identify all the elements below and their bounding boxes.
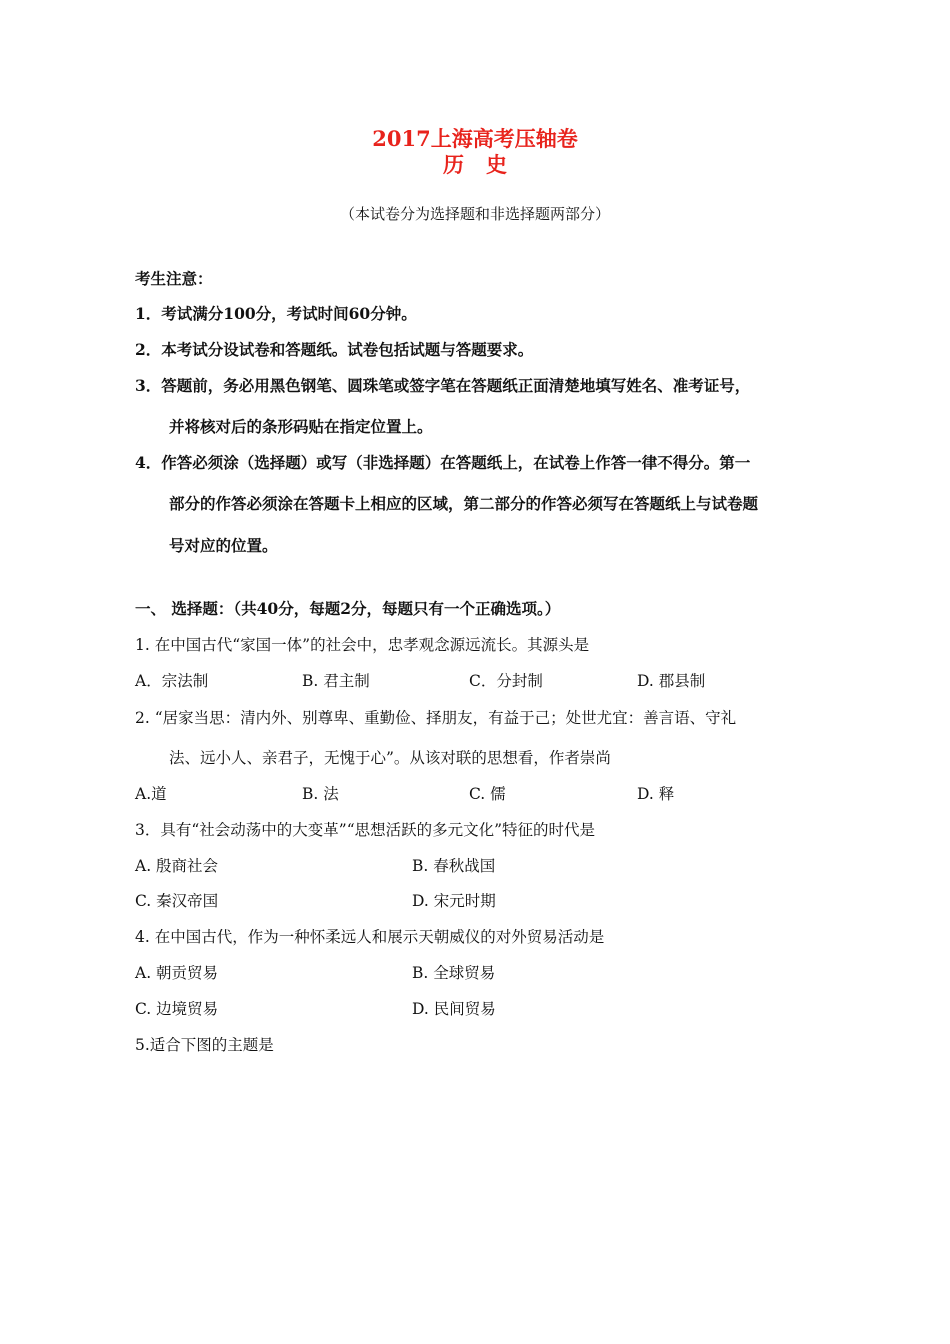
question-1-option-d: D. 郡县制 [637,672,706,690]
exam-subtitle: （本试卷分为选择题和非选择题两部分） [339,205,610,223]
question-4-option-a: A. 朝贡贸易 [135,964,219,982]
question-4-option-d: D. 民间贸易 [412,1000,496,1018]
notice-item-2: 2．本考试分设试卷和答题纸。试卷包括试题与答题要求。 [135,340,534,359]
question-1-option-a: A．宗法制 [135,672,209,690]
question-2-option-c: C. 儒 [469,785,506,803]
exam-subject: 历史 [443,152,529,177]
question-2-option-b: B. 法 [302,785,339,803]
notice-heading: 考生注意： [135,269,213,288]
question-1-stem: 1. 在中国古代“家国一体”的社会中，忠孝观念源远流长。其源头是 [135,636,590,654]
question-2-stem-cont: 法、远小人、亲君子，无愧于心”。从该对联的思想看，作者崇尚 [169,749,611,767]
question-3-option-a: A. 殷商社会 [135,857,219,875]
question-3-stem: 3．具有“社会动荡中的大变革”“思想活跃的多元文化”特征的时代是 [135,821,596,839]
notice-item-1: 1．考试满分100分，考试时间60分钟。 [135,304,417,323]
question-1-option-c: C．分封制 [469,672,543,690]
section-heading: 一、 选择题：（共40分，每题2分，每题只有一个正确选项。） [135,599,561,618]
notice-item-3: 3．答题前，务必用黑色钢笔、圆珠笔或签字笔在答题纸正面清楚地填写姓名、准考证号， [135,376,751,395]
question-2-stem: 2. “居家当思：清内外、别尊卑、重勤俭、择朋友，有益于己；处世尤宜：善言语、守礼 [135,709,737,727]
question-4-stem: 4. 在中国古代，作为一种怀柔远人和展示天朝威仪的对外贸易活动是 [135,928,605,946]
question-4-option-b: B. 全球贸易 [412,964,496,982]
notice-item-4-cont-1: 部分的作答必须涂在答题卡上相应的区域，第二部分的作答必须写在答题纸上与试卷题 [169,494,759,513]
question-3-option-c: C. 秦汉帝国 [135,892,219,910]
question-2-option-a: A.道 [135,785,167,803]
question-1-option-b: B. 君主制 [302,672,370,690]
question-4-option-c: C. 边境贸易 [135,1000,219,1018]
exam-title: 2017上海高考压轴卷 [372,126,578,151]
question-3-option-b: B. 春秋战国 [412,857,496,875]
question-3-option-d: D. 宋元时期 [412,892,496,910]
question-5-stem: 5.适合下图的主题是 [135,1036,274,1054]
question-2-option-d: D. 释 [637,785,675,803]
notice-item-4-cont-2: 号对应的位置。 [169,536,278,555]
notice-item-4: 4．作答必须涂（选择题）或写（非选择题）在答题纸上，在试卷上作答一律不得分。第一 [135,453,751,472]
notice-item-3-cont: 并将核对后的条形码贴在指定位置上。 [169,417,433,436]
